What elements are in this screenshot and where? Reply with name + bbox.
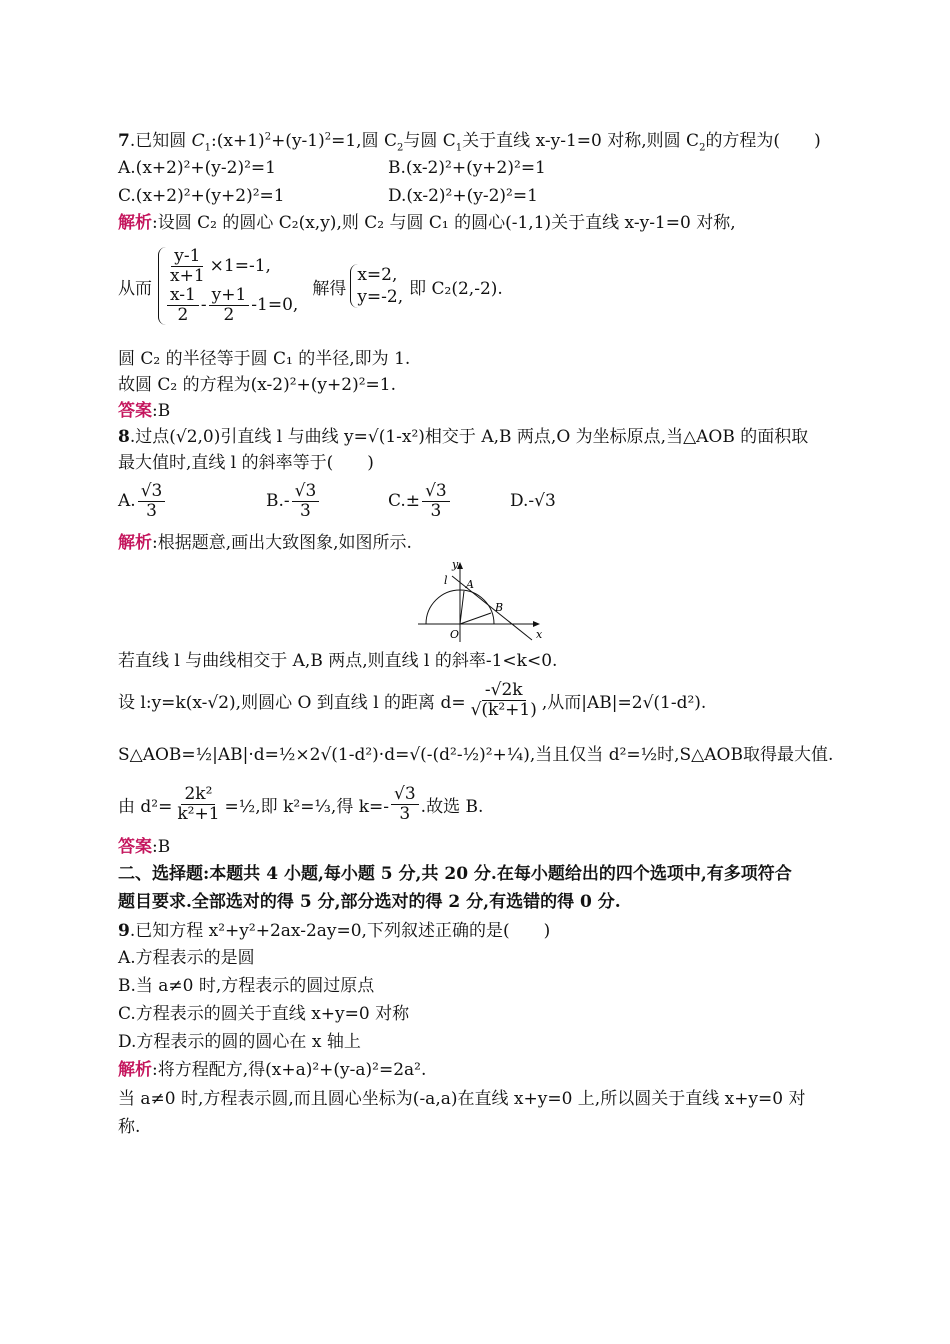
q7-jiexi-label: 解析 [118,213,152,233]
q7-solution-line2: 圆 C₂ 的半径等于圆 C₁ 的半径,即为 1. [118,349,411,369]
label-B: B [495,601,504,614]
q8-option-a[interactable]: A. $\frac{√3}{3}$ [118,476,266,526]
q8-solution-line3: 设 l:y=k(x-√2),则圆心 O 到直线 l 的距离 d= $\frac{-√2k}{\text{√(k²+1)}}$ ,从而|AB|=2√(1-d²). [118,679,707,720]
q7-daan-label: 答案 [118,401,152,421]
q9-option-a[interactable]: A.方程表示的是圆 [118,948,255,968]
q8-solution-line4: S△AOB=½|AB|·d=½×2√(1-d²)·d=√(-(d²-½)²+¼),当且仅当 d²=½时,S△AOB取得最大值. [118,744,834,765]
label-x: x [536,628,543,641]
q8-answer: 答案:B [118,837,171,857]
line-l [452,576,532,640]
segment-OA [460,591,464,624]
q9-option-c[interactable]: C.方程表示的圆关于直线 x+y=0 对称 [118,1004,410,1024]
q8-solution-line5: 由 d²= $\frac{\text{2k²}}{\text{k²+1}}$ =½,即 k²=⅓,得 k=- $\frac{√3}{3}$ .故选 B. [118,783,484,824]
q8-circle-line-diagram [416,558,546,644]
q9-solution-line3: 称. [118,1117,141,1137]
q7-option-c[interactable]: C.(x+2)²+(y+2)²=1 [118,186,285,206]
q8-option-b[interactable]: B.- $\frac{√3}{3}$ [266,476,388,526]
q8-stem-line1: 8.过点(√2,0)引直线 l 与曲线 y=√(1-x²)相交于 A,B 两点,O 为坐标原点,当△AOB 的面积取 [118,427,809,447]
q7-stem: 7.已知圆 $C_1:(x+1)^2+(y-1)^2=1$,圆 $C_2$与圆 $C_1$关于直线 x-y-1=0 对称,则圆 $C_2$的方程为( ) [118,131,821,154]
q7-solution-line3: 故圆 C₂ 的方程为(x-2)²+(y+2)²=1. [118,375,397,395]
q8-option-d[interactable]: D.-√3 [510,491,556,511]
q8-options [118,476,838,526]
section2-heading-line1: 二、选择题:本题共 4 小题,每小题 5 分,共 20 分.在每小题给出的四个选项中,有多项符合 [118,864,792,884]
q7-solution-brace: x=2, y=-2, [350,264,403,308]
q9-solution-line2: 当 a≠0 时,方程表示圆,而且圆心坐标为(-a,a)在直线 x+y=0 上,所以圆关于直线 x+y=0 对 [118,1089,806,1109]
q7-option-a[interactable]: A.(x+2)²+(y-2)²=1 [118,158,276,178]
q8-jiexi-label: 解析 [118,533,152,553]
label-O: O [450,628,460,641]
q8-option-c[interactable]: C.± $\frac{√3}{3}$ [388,476,510,526]
q7-options-row2 [118,182,838,210]
q8-solution-line2: 若直线 l 与曲线相交于 A,B 两点,则直线 l 的斜率-1<k<0. [118,651,558,671]
q7-equation-system: 从而 $\frac{y-1}{x+1}$ ×1=-1, $\frac{x-1}{2}$ - $\frac{y+1}{2}$ -1=0, 解得 x=2, y=-2, 即 C₂(2,-2). [118,246,503,325]
q7-solution-line1: 解析:设圆 C₂ 的圆心 C₂(x,y),则 C₂ 与圆 C₁ 的圆心(-1,1)关于直线 x-y-1=0 对称, [118,213,736,233]
label-l: l [444,574,448,587]
q8-daan-label: 答案 [118,837,152,857]
q7-system-brace: $\frac{y-1}{x+1}$ ×1=-1, $\frac{x-1}{2}$ - $\frac{y+1}{2}$ -1=0, [158,247,298,325]
label-y: y [452,558,459,571]
q8-stem-line2: 最大值时,直线 l 的斜率等于( ) [118,453,374,473]
section2-heading-line2: 题目要求.全部选对的得 5 分,部分选对的得 2 分,有选错的得 0 分. [118,892,621,912]
q9-option-d[interactable]: D.方程表示的圆的圆心在 x 轴上 [118,1032,361,1052]
q7-option-d[interactable]: D.(x-2)²+(y-2)²=1 [388,186,538,206]
q9-solution-line1: 解析:将方程配方,得(x+a)²+(y-a)²=2a². [118,1060,427,1080]
q9-jiexi-label: 解析 [118,1060,152,1080]
q7-answer: 答案:B [118,401,171,421]
q9-option-b[interactable]: B.当 a≠0 时,方程表示的圆过原点 [118,976,375,996]
q7-options-row1 [118,154,838,182]
label-A: A [466,578,474,591]
q8-solution-line1: 解析:根据题意,画出大致图象,如图所示. [118,533,412,553]
page-content [118,124,838,1140]
q7-option-b[interactable]: B.(x-2)²+(y+2)²=1 [388,158,546,178]
q9-stem: 9.已知方程 x²+y²+2ax-2ay=0,下列叙述正确的是( ) [118,921,551,941]
q8-figure [118,556,838,646]
x-axis-arrow [533,621,540,627]
segment-OB [460,613,491,624]
